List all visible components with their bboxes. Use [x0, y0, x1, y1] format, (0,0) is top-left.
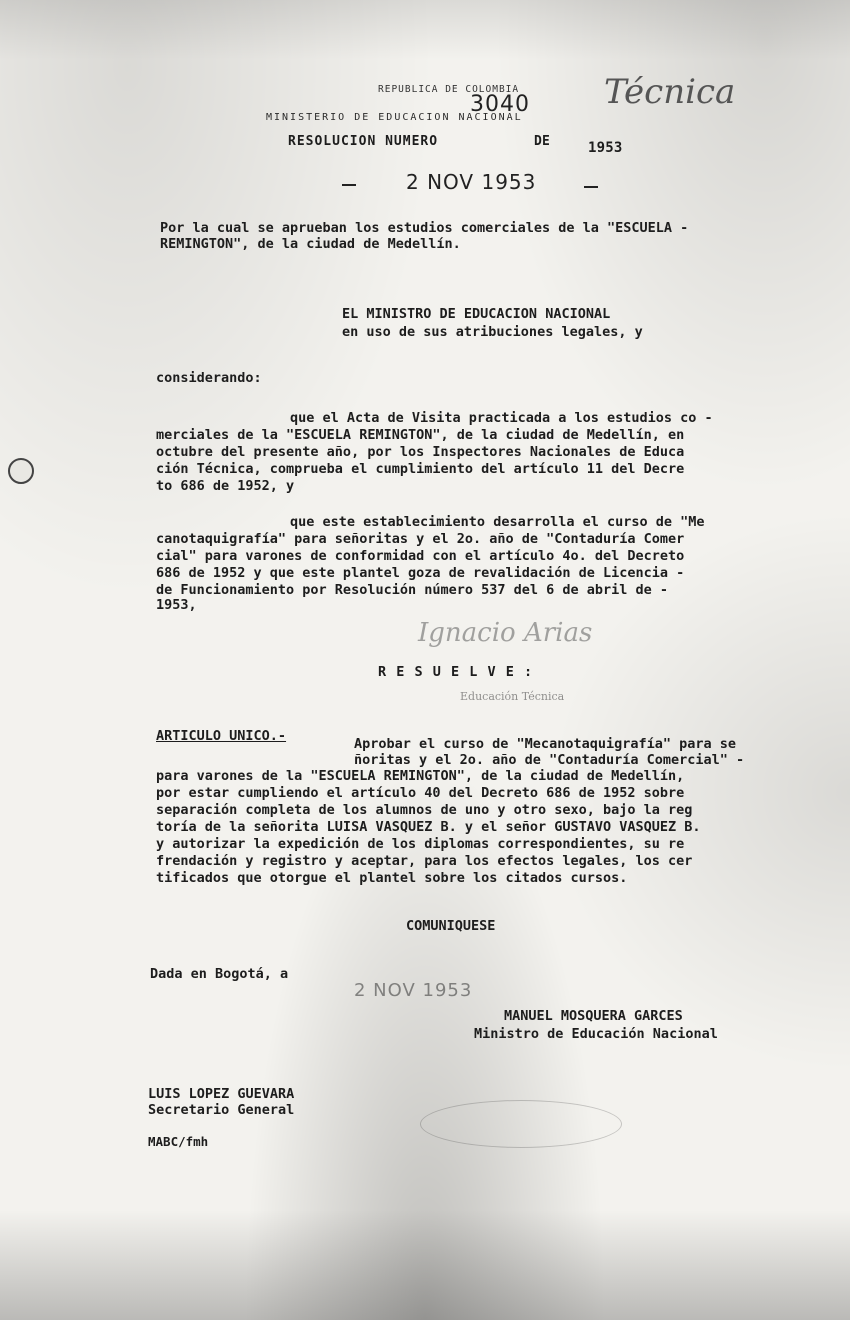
paragraph1-line: octubre del presente año, por los Inspectores Nacionales de Educa: [156, 444, 685, 460]
article-line: frendación y registro y aceptar, para los efectos legales, los cer: [156, 853, 693, 869]
resolution-year: 1953: [588, 140, 623, 156]
considerando-label: considerando:: [156, 370, 262, 386]
dada-line: Dada en Bogotá, a: [150, 966, 289, 982]
article-line: ñoritas y el 2o. año de "Contaduría Comercial" -: [354, 752, 745, 768]
bottom-smudge: [0, 1210, 850, 1320]
faint-signature: Ignacio Arias: [418, 618, 593, 648]
secretary-title: Secretario General: [148, 1102, 295, 1118]
comuniquese: COMUNIQUESE: [406, 918, 496, 934]
date-stamp: 2 NOV 1953: [406, 170, 537, 194]
article-line: por estar cumpliendo el artículo 40 del Decreto 686 de 1952 sobre: [156, 785, 685, 801]
paragraph2-line: 686 de 1952 y que este plantel goza de revalidación de Licencia -: [156, 565, 685, 581]
paragraph1-line: ción Técnica, comprueba el cumplimiento del artículo 11 del Decre: [156, 461, 685, 477]
paragraph2-line: de Funcionamiento por Resolución número 537 del 6 de abril de -: [156, 582, 669, 598]
dash-left: [342, 184, 356, 186]
resuelve-heading: R E S U E L V E :: [378, 664, 534, 680]
ministry-header: MINISTERIO DE EDUCACION NACIONAL: [266, 112, 523, 123]
republic-header: REPUBLICA DE COLOMBIA: [378, 84, 520, 95]
resolution-number-stamp: 3040: [470, 92, 530, 117]
paragraph1-line: to 686 de 1952, y: [156, 478, 295, 494]
department-stamp: Educación Técnica: [460, 690, 565, 703]
subject-line-1: Por la cual se aprueban los estudios comerciales de la "ESCUELA -: [160, 220, 689, 236]
dash-right: [584, 186, 598, 188]
typist-initials: MABC/fmh: [148, 1134, 209, 1149]
article-line: tificados que otorgue el plantel sobre los citados cursos.: [156, 870, 628, 886]
resolution-label: RESOLUCION NUMERO: [288, 134, 439, 149]
authority-line-2: en uso de sus atribuciones legales, y: [342, 324, 643, 340]
paragraph2-line: canotaquigrafía" para señoritas y el 2o. año de "Contaduría Comer: [156, 531, 685, 547]
de-label: DE: [534, 134, 551, 149]
article-line: Aprobar el curso de "Mecanotaquigrafía" para se: [354, 736, 737, 752]
handwritten-note: Técnica: [604, 72, 736, 112]
article-line: y autorizar la expedición de los diplomas correspondientes, su re: [156, 836, 685, 852]
secretary-name: LUIS LOPEZ GUEVARA: [148, 1086, 295, 1102]
article-label: ARTICULO UNICO.-: [156, 728, 287, 744]
top-smudge: [0, 0, 850, 60]
subject-line-2: REMINGTON", de la ciudad de Medellín.: [160, 236, 461, 252]
paragraph2-line: que este establecimiento desarrolla el curso de "Me: [290, 514, 705, 530]
article-line: separación completa de los alumnos de uno y otro sexo, bajo la reg: [156, 802, 693, 818]
dada-date-stamp: 2 NOV 1953: [354, 980, 473, 1001]
paragraph1-line: que el Acta de Visita practicada a los estudios co -: [290, 410, 713, 426]
punch-hole: [8, 458, 34, 484]
article-line: toría de la señorita LUISA VASQUEZ B. y el señor GUSTAVO VASQUEZ B.: [156, 819, 701, 835]
paragraph2-line: cial" para varones de conformidad con el artículo 4o. del Decreto: [156, 548, 685, 564]
minister-title: Ministro de Educación Nacional: [474, 1026, 718, 1042]
authority-line-1: EL MINISTRO DE EDUCACION NACIONAL: [342, 306, 611, 322]
minister-name: MANUEL MOSQUERA GARCES: [504, 1008, 683, 1024]
faint-seal: [420, 1100, 622, 1148]
paragraph2-line: 1953,: [156, 597, 197, 613]
paragraph1-line: merciales de la "ESCUELA REMINGTON", de la ciudad de Medellín, en: [156, 427, 685, 443]
article-line: para varones de la "ESCUELA REMINGTON", de la ciudad de Medellín,: [156, 768, 685, 784]
